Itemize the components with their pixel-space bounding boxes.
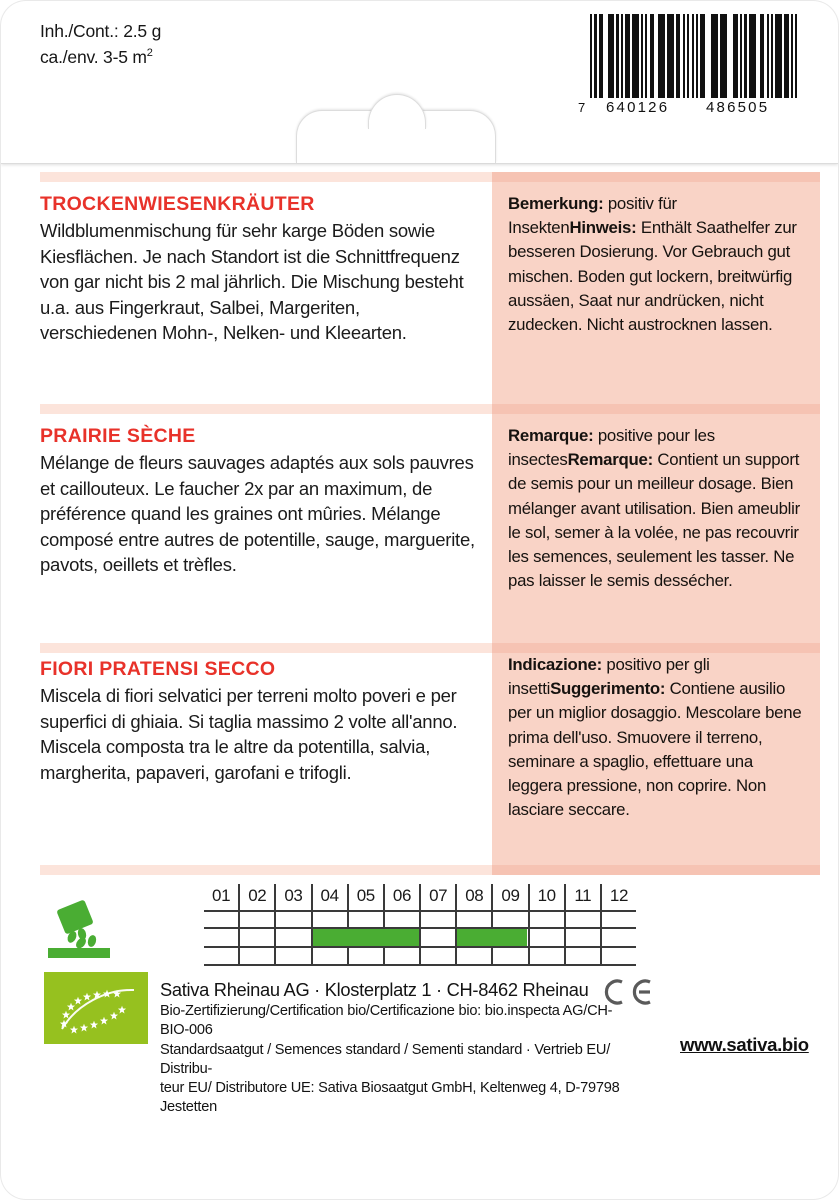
note-label-de-2: Hinweis:	[569, 218, 637, 238]
content-line-2: ca./env. 3-5 $m^2$	[40, 46, 153, 67]
calendar-month-12: 12	[609, 886, 629, 905]
eu-organic-leaf-icon	[44, 972, 148, 1044]
section-de	[40, 192, 480, 346]
barcode-group-left: 640126	[606, 99, 670, 116]
note-label-it-1: Indicazione:	[508, 655, 602, 674]
barcode	[576, 14, 812, 129]
calendar-month-06: 06	[385, 884, 421, 910]
hang-tab-mask	[369, 120, 423, 134]
distribution-line-1: Standardsaatgut / Semences standard / Sementi standard · Vertrieb EU/ Distribu-	[160, 1041, 611, 1077]
divider-dark-segment	[492, 865, 820, 875]
note-label-fr-1: Remarque:	[508, 426, 594, 445]
company-address: Sativa Rheinau AG · Klosterplatz 1 · CH-8462 Rheinau	[160, 979, 589, 1000]
sowing-icon	[46, 898, 122, 960]
divider-dark-segment	[492, 404, 820, 414]
section-title-de: TROCKENWIESENKRÄUTER	[40, 193, 315, 215]
calendar-month-headers	[204, 884, 636, 910]
calendar-month-05: 05	[349, 884, 385, 910]
calendar-month-10: 10	[530, 884, 566, 910]
notes-it	[508, 653, 806, 822]
section-body-de: Wildblumenmischung für sehr karge Böden sowie Kiesflächen. Je nach Standort ist die Schnittfrequenz von gar nicht bis 2 mal jährlich. Die Mischung besteht u.a. aus Fingerkraut, Salbei, Margeriten, verschiedenen Mohn-, Nelken- und Kleearten.	[40, 220, 464, 344]
note-text-de-1: positiv für Insekten	[508, 194, 677, 238]
ce-mark-icon	[600, 978, 654, 1006]
section-title-fr: PRAIRIE SÈCHE	[40, 425, 196, 447]
barcode-digits	[576, 98, 812, 120]
website-link[interactable]: www.sativa.bio	[680, 1034, 809, 1055]
calendar-month-09: 09	[493, 884, 529, 910]
divider-dark-segment	[492, 643, 820, 653]
note-label-fr-2: Remarque:	[567, 450, 653, 470]
section-body-it: Miscela di fiori selvatici per terreni molto poveri e per superfici di ghiaia. Si taglia massimo 2 volte all'anno. Miscela composta tra le altre da potentilla, salvia, margherita, papaveri, garofani e trifogli.	[40, 685, 458, 783]
calendar-month-03: 03	[276, 884, 312, 910]
divider-dark-segment	[492, 172, 820, 182]
barcode-group-right: 486505	[706, 99, 770, 116]
note-text-fr-1: positive pour les insectes	[508, 426, 715, 470]
note-text-it-2: Contiene ausilio per un miglior dosaggio. Mescolare bene prima dell'uso. Smuovere il terreno, seminare a spaglio, effettuare una leggera pressione, non coprire. Non lasciare seccare.	[508, 679, 802, 820]
calendar-sowing-bars	[204, 912, 636, 964]
section-fr	[40, 424, 480, 578]
calendar-grid	[204, 910, 636, 966]
calendar-month-08: 08	[457, 884, 493, 910]
content-quantity	[40, 20, 161, 68]
notes-de	[508, 192, 806, 337]
distribution-line-2: teur EU/ Distributore UE: Sativa Biosaatgut GmbH, Keltenweg 4, D-79798 Jestetten	[160, 1080, 620, 1116]
calendar-month-01: 01	[204, 884, 240, 910]
calendar-month-02: 02	[240, 884, 276, 910]
calendar-month-11: 11	[566, 884, 602, 910]
section-title-it: FIORI PRATENSI SECCO	[40, 658, 276, 680]
divider-top	[40, 172, 820, 182]
barcode-icon	[590, 14, 798, 98]
section-body-fr: Mélange de fleurs sauvages adaptés aux sols pauvres et caillouteux. Le faucher 2x par an maximum, de préférence quand les graines ont mûries. Mélange composé entre autres de potentille, sauge, marguerite, pavots, oeillets et trèfles.	[40, 452, 475, 576]
note-text-de-2: Enthält Saathelfer zur besseren Dosierung. Vor Gebrauch gut mischen. Boden gut lockern, breitwürfig aussäen, Saat nur andrücken, nicht zudecken. Nicht austrocknen lassen.	[508, 218, 797, 335]
square-meter-exponent: 2	[146, 47, 153, 59]
note-label-de-1: Bemerkung:	[508, 194, 604, 213]
divider-fr-it	[40, 643, 820, 653]
certification-line: Bio-Zertifizierung/Certification bio/Certificazione bio: bio.inspecta AG/CH-BIO-006	[160, 1003, 613, 1039]
calendar-month-04: 04	[313, 884, 349, 910]
notes-fr	[508, 424, 806, 593]
content-line-1: Inh./Cont.: 2.5 g	[40, 21, 162, 41]
section-it	[40, 657, 480, 785]
sowing-calendar	[204, 884, 636, 962]
note-label-it-2: Suggerimento:	[550, 679, 666, 699]
barcode-lead-digit: 7	[578, 100, 588, 115]
divider-bottom	[40, 865, 820, 875]
note-text-fr-2: Contient un support de semis pour un meilleur dosage. Bien mélanger avant utilisation. Bien ameublir le sol, semer à la volée, ne pas recouvrir les semences, seulement les tasser. Ne pas laisser le semis dessécher.	[508, 450, 800, 591]
calendar-month-07: 07	[421, 884, 457, 910]
note-text-it-1: positivo per gli insetti	[508, 655, 710, 699]
calendar-sowing-bar	[457, 929, 526, 946]
divider-de-fr	[40, 404, 820, 414]
packet-header	[0, 0, 839, 170]
calendar-sowing-bar	[313, 929, 418, 946]
footer-company-info	[160, 978, 630, 1118]
